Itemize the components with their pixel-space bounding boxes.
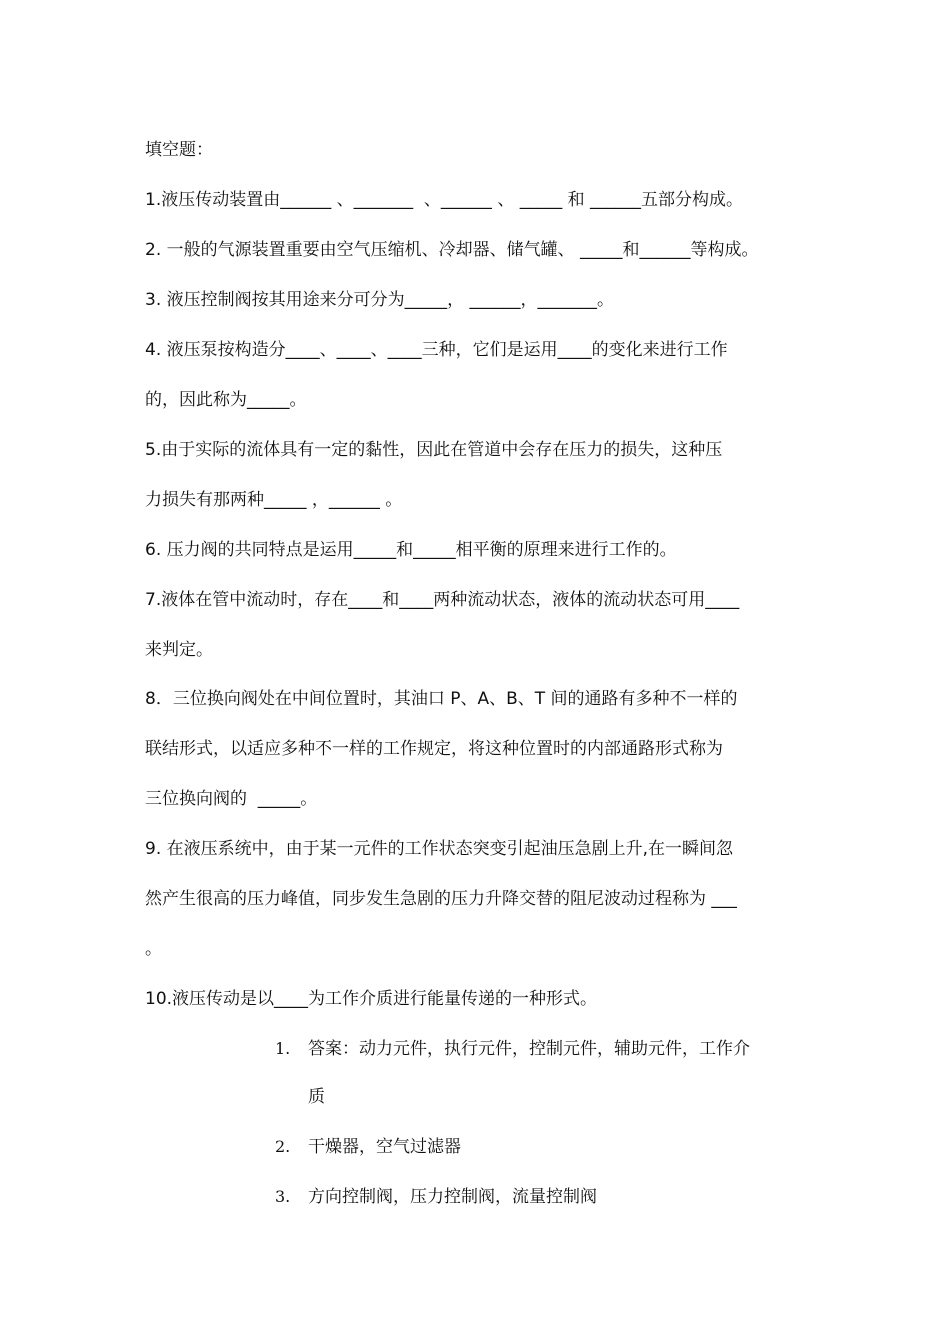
question-4-line-1: 4. 液压泵按构造分____、____、____三种，它们是运用____的变化来进行工作 xyxy=(145,340,728,360)
answer-1-line-2: 质 xyxy=(308,1087,325,1107)
question-9-line-1: 9. 在液压系统中，由于某一元件的工作状态突变引起油压急剧上升,在一瞬间忽 xyxy=(145,839,734,859)
question-5-line-2: 力损失有那两种_____ ，______ 。 xyxy=(145,490,403,510)
question-10-line-1: 10.液压传动是以____为工作介质进行能量传递的一种形式。 xyxy=(145,989,598,1009)
question-9-line-2: 然产生很高的压力峰值，同步发生急剧的压力升降交替的阻尼波动过程称为 ___ xyxy=(145,889,737,909)
question-4-line-2: 的，因此称为_____。 xyxy=(145,390,307,410)
section-heading: 填空题： xyxy=(145,140,213,160)
answer-2-number: 2. xyxy=(275,1137,291,1156)
question-9-line-3: 。 xyxy=(145,939,162,959)
answer-2-line-1: 干燥器，空气过滤器 xyxy=(308,1137,461,1157)
question-3-line-1: 3. 液压控制阀按其用途来分可分为_____， ______，_______。 xyxy=(145,290,615,310)
answer-3-line-1: 方向控制阀，压力控制阀，流量控制阀 xyxy=(308,1187,597,1207)
question-1-line-1: 1.液压传动装置由______ 、_______ 、______ 、 _____ 和 ______五部分构成。 xyxy=(145,190,744,210)
question-8-line-3: 三位换向阀的 _____。 xyxy=(145,789,318,809)
question-2-line-1: 2. 一般的气源装置重要由空气压缩机、冷却器、储气罐、 _____和______等构成。 xyxy=(145,240,759,260)
question-7-line-2: 来判定。 xyxy=(145,640,213,660)
answer-3-number: 3. xyxy=(275,1187,291,1206)
question-8-line-1: 8．三位换向阀处在中间位置时，其油口 P、A、B、T 间的通路有多种不一样的 xyxy=(145,689,738,709)
answer-1-line-1: 答案：动力元件，执行元件，控制元件，辅助元件，工作介 xyxy=(308,1039,750,1059)
answer-1-number: 1. xyxy=(275,1039,291,1058)
question-7-line-1: 7.液体在管中流动时，存在____和____两种流动状态，液体的流动状态可用____ xyxy=(145,590,740,610)
question-5-line-1: 5.由于实际的流体具有一定的黏性，因此在管道中会存在压力的损失，这种压 xyxy=(145,440,723,460)
question-8-line-2: 联结形式，以适应多种不一样的工作规定，将这种位置时的内部通路形式称为 xyxy=(145,739,723,759)
question-6-line-1: 6. 压力阀的共同特点是运用_____和_____相平衡的原理来进行工作的。 xyxy=(145,540,677,560)
